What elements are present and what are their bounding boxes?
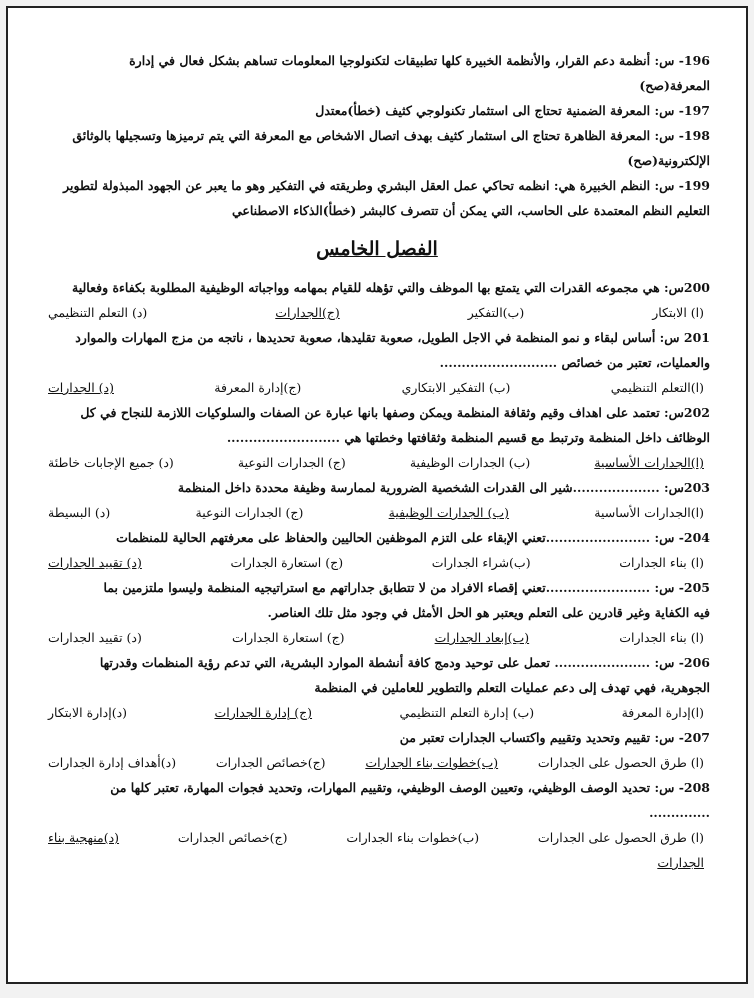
option-d: (د)أهداف إدارة الجدارات [48,755,177,770]
question-206-options [44,700,710,725]
question-199-line2: التعليم النظم المعتمدة على الحاسب، التي يمكن أن تتصرف كالبشر (خطأ)الذكاء الاصطناعي [231,203,710,218]
question-200: 200س: هي مجموعه القدرات التي يتمتع بها الموظف والتي تؤهله للقيام بمهامه وواجباته الوظيفية المطلوبة بكفاءة وفعالية [72,280,710,295]
option-b-answer: (ب)خطوات بناء الجدارات [365,755,499,770]
question-208 [44,775,710,825]
option-c: (ج) استعارة الجدارات [231,630,345,645]
question-202-line1: 202س: تعتمد على اهداف وقيم وثقافة المنظمة ويمكن وصفها بانها عبارة عن الصفات والسلوكيات اللازمة للنجاح في كل [80,405,710,420]
question-206-line1: 206- س: ...................... تعمل على توحيد ودمج كافة أنشطة الموارد البشرية، التي تدعم رؤية المنظمات وقدرتها [99,655,710,670]
option-a: (ا) بناء الجدارات [619,555,704,570]
option-c: (ج) الجدارات النوعية [195,505,304,520]
question-204-options [44,550,710,575]
chapter-title: الفصل الخامس [316,238,438,260]
option-a-answer: (ا)الجدارات الأساسية [594,455,704,470]
option-c: (ج) استعارة الجدارات [230,555,344,570]
question-202-options [44,450,710,475]
option-c: (ج)إدارة المعرفة [214,380,302,395]
option-b: (ب) التفكير الابتكاري [401,380,511,395]
option-a: (ا) طرق الحصول على الجدارات [537,830,704,845]
question-208-option-d-continuation [44,850,710,875]
option-c: (ج)خصائص الجدارات [177,830,288,845]
option-d: (د) جميع الإجابات خاطئة [48,455,174,470]
question-203-options [44,500,710,525]
question-196-line2: المعرفة(صح) [639,78,710,93]
question-198-line2: الإلكترونية(صح) [627,153,710,168]
question-199 [44,173,710,223]
option-d: (د) البسيطة [48,505,111,520]
option-c: (ج)خصائص الجدارات [215,755,326,770]
question-198 [44,123,710,173]
question-207-options [44,750,710,775]
question-197: 197- س: المعرفة الضمنية تحتاج الى استثمار تكنولوجي كثيف (خطأ)معتدل [315,103,710,118]
question-201-options [44,375,710,400]
question-201-line2: والعمليات، تعتبر من خصائص ........................... [439,355,710,370]
question-204: 204- س: ........................تعني الإبقاء على التزم الموظفين الحاليين والحفاظ على معرفتهم الحالية للمنظمات [116,530,710,545]
option-d: (د)إدارة الابتكار [48,705,128,720]
question-207: 207- س: تقييم وتحديد وتقييم واكتساب الجدارات تعتبر من [399,730,710,745]
question-198-line1: 198- س: المعرفة الظاهرة تحتاج الى استثمار كثيف بهدف اتصال الاشخاص مع المعرفة التي يتم ترميزها وتسجيلها بالوثائق [72,128,710,143]
option-b-answer: (ب)إبعاد الجدارات [434,630,530,645]
option-b: (ب) الجدارات الوظيفية [409,455,531,470]
question-206 [44,650,710,700]
question-201 [44,325,710,375]
question-200-options [44,300,710,325]
question-205-options [44,625,710,650]
question-199-line1: 199- س: النظم الخبيرة هي: انظمه تحاكي عمل العقل البشري وطريقته في التفكير وهو ما يعبر عن الجهود المبذولة لتطوير [63,178,710,193]
option-a: (ا) بناء الجدارات [619,630,704,645]
option-b-answer: (ب) الجدارات الوظيفية [388,505,510,520]
document-page [6,6,748,984]
page-content [44,48,710,875]
question-196-line1: 196- س: أنظمة دعم القرار، والأنظمة الخبيرة كلها تطبيقات لتكنولوجيا المعلومات تساهم بشكل فعال في إدارة [129,53,710,68]
question-206-line2: الجوهرية، فهي تهدف إلى دعم عمليات التعلم والتطوير للعاملين في المنظمة [314,680,710,695]
option-a: (ا) طرق الحصول على الجدارات [537,755,704,770]
question-203: 203س: ....................شير الى القدرات الشخصية الضرورية لممارسة وظيفة محددة داخل المنظمة [177,480,710,495]
option-b: (ب)شراء الجدارات [431,555,531,570]
option-a: (ا)إدارة المعرفة [621,705,704,720]
option-b: (ب) إدارة التعلم التنظيمي [399,705,535,720]
option-d-last-word: الجدارات [657,855,704,870]
question-202-line2: الوظائف داخل المنظمة وترتبط مع قسيم المنظمة وثقافتها وخطتها هي .......................... [226,430,710,445]
option-c-answer: (ج)الجدارات [275,305,340,320]
option-d-answer: (د)منهجية بناء [48,830,120,845]
option-d: (د) تقييد الجدارات [48,630,142,645]
question-208-line1: 208- س: تحديد الوصف الوظيفي، وتعيين الوصف الوظيفي، وتقييم المهارات، وتحديد فجوات المهارة، تعتبر كلها من [110,780,710,795]
question-201-line1: 201 س: أساس لبقاء و نمو المنظمة في الاجل الطويل، صعوبة تقليدها، صعوبة تحديدها ، ناتجه من مزج المهارات والموارد [75,330,710,345]
question-202 [44,400,710,450]
question-205 [44,575,710,625]
question-196 [44,48,710,98]
option-a: (ا) الابتكار [652,305,704,320]
question-205-line2: فيه الكفاية وغير قادرين على التعلم ويعتبر هو الحل الأمثل في وجود مثل تلك العناصر. [267,605,710,620]
option-c-answer: (ج) إدارة الجدارات [214,705,313,720]
option-b: (ب)خطوات بناء الجدارات [346,830,480,845]
question-208-line2: .............. [649,805,710,820]
option-d: (د) التعلم التنظيمي [48,305,148,320]
option-a: (ا)التعلم التنظيمي [610,380,704,395]
question-205-line1: 205- س: ........................تعني إقصاء الافراد من لا تتطابق جداراتهم مع استراتيجيه المنظمة وليسوا ملتزمين بما [103,580,710,595]
option-d-answer: (د) الجدارات [48,380,114,395]
question-208-options [44,825,710,850]
option-d-answer: (د) تقييد الجدارات [48,555,142,570]
option-a: (ا)الجدارات الأساسية [594,505,704,520]
option-c: (ج) الجدارات النوعية [237,455,346,470]
option-b: (ب)التفكير [467,305,525,320]
